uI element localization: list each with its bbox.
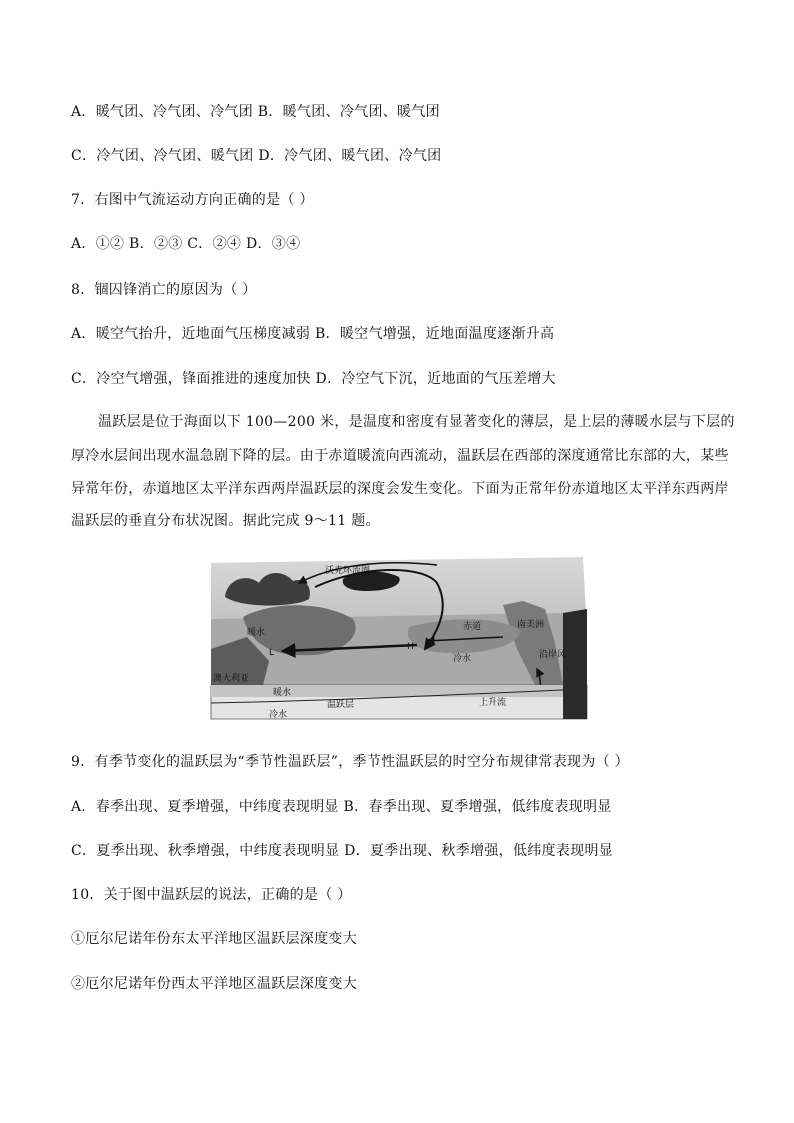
australia-label: 澳大利亚 bbox=[213, 674, 250, 684]
q7-stem: 7．右图中气流运动方向正确的是（ ） bbox=[71, 192, 314, 208]
upwelling-label: 上升流 bbox=[479, 698, 507, 708]
q8-stem: 8．锢囚锋消亡的原因为（ ） bbox=[71, 282, 257, 298]
coastal-wind-label: 沿岸风 bbox=[539, 650, 567, 660]
q10-stem: 10．关于图中温跃层的说法，正确的是（ ） bbox=[71, 887, 352, 903]
cold-water-label: 冷水 bbox=[453, 654, 472, 664]
q9-option-line-2: C．夏季出现、秋季增强，中纬度表现明显 D．夏季出现、秋季增强，低纬度表现明显 bbox=[71, 843, 614, 859]
warm-water-label: 暖水 bbox=[247, 628, 266, 638]
ocean-side-face bbox=[563, 609, 587, 719]
q7-options: A．①② B．②③ C．②④ D．③④ bbox=[71, 236, 301, 252]
passage-line-1: 温跃层是位于海面以下 100—200 米，是温度和密度有显著变化的薄层，是上层的薄暖水层与下层的 bbox=[98, 414, 735, 430]
high-pressure-label: H bbox=[407, 642, 414, 652]
walker-label: 沃克环流圈 bbox=[325, 566, 371, 576]
low-pressure-label: L bbox=[269, 648, 275, 658]
thermocline-diagram bbox=[203, 553, 591, 721]
q9-option-line-1: A．春季出现、夏季增强，中纬度表现明显 B．春季出现、夏季增强，低纬度表现明显 bbox=[71, 799, 612, 815]
side-warm-water-label: 暖水 bbox=[273, 688, 292, 698]
q10-item-2: ②厄尔尼诺年份西太平洋地区温跃层深度变大 bbox=[71, 976, 357, 992]
thermocline-figure bbox=[203, 553, 591, 721]
south-america-label: 南美洲 bbox=[517, 620, 545, 630]
passage-line-4: 温跃层的垂直分布状况图。据此完成 9～11 题。 bbox=[71, 513, 380, 529]
q6-option-line-1: A．暖气团、冷气团、冷气团 B．暖气团、冷气团、暖气团 bbox=[71, 104, 440, 120]
equator-label: 赤道 bbox=[463, 622, 482, 632]
passage-line-3: 异常年份，赤道地区太平洋东西两岸温跃层的深度会发生变化。下面为正常年份赤道地区太平洋东西两岸 bbox=[71, 481, 729, 497]
q10-item-1: ①厄尔尼诺年份东太平洋地区温跃层深度变大 bbox=[71, 931, 357, 947]
q8-option-line-2: C．冷空气增强，锋面推进的速度加快 D．冷空气下沉，近地面的气压差增大 bbox=[71, 371, 556, 387]
q6-option-line-2: C．冷气团、冷气团、暖气团 D．冷气团、暖气团、冷气团 bbox=[71, 148, 442, 164]
thermocline-label: 温跃层 bbox=[327, 700, 355, 710]
passage-line-2: 厚冷水层间出现水温急剧下降的层。由于赤道暖流向西流动，温跃层在西部的深度通常比东部的大，某些 bbox=[71, 448, 729, 464]
q9-stem: 9．有季节变化的温跃层为“季节性温跃层”，季节性温跃层的时空分布规律常表现为（ ） bbox=[71, 754, 629, 770]
q8-option-line-1: A．暖空气抬升，近地面气压梯度减弱 B．暖空气增强，近地面温度逐渐升高 bbox=[71, 326, 555, 342]
side-cold-water-label: 冷水 bbox=[269, 710, 288, 720]
